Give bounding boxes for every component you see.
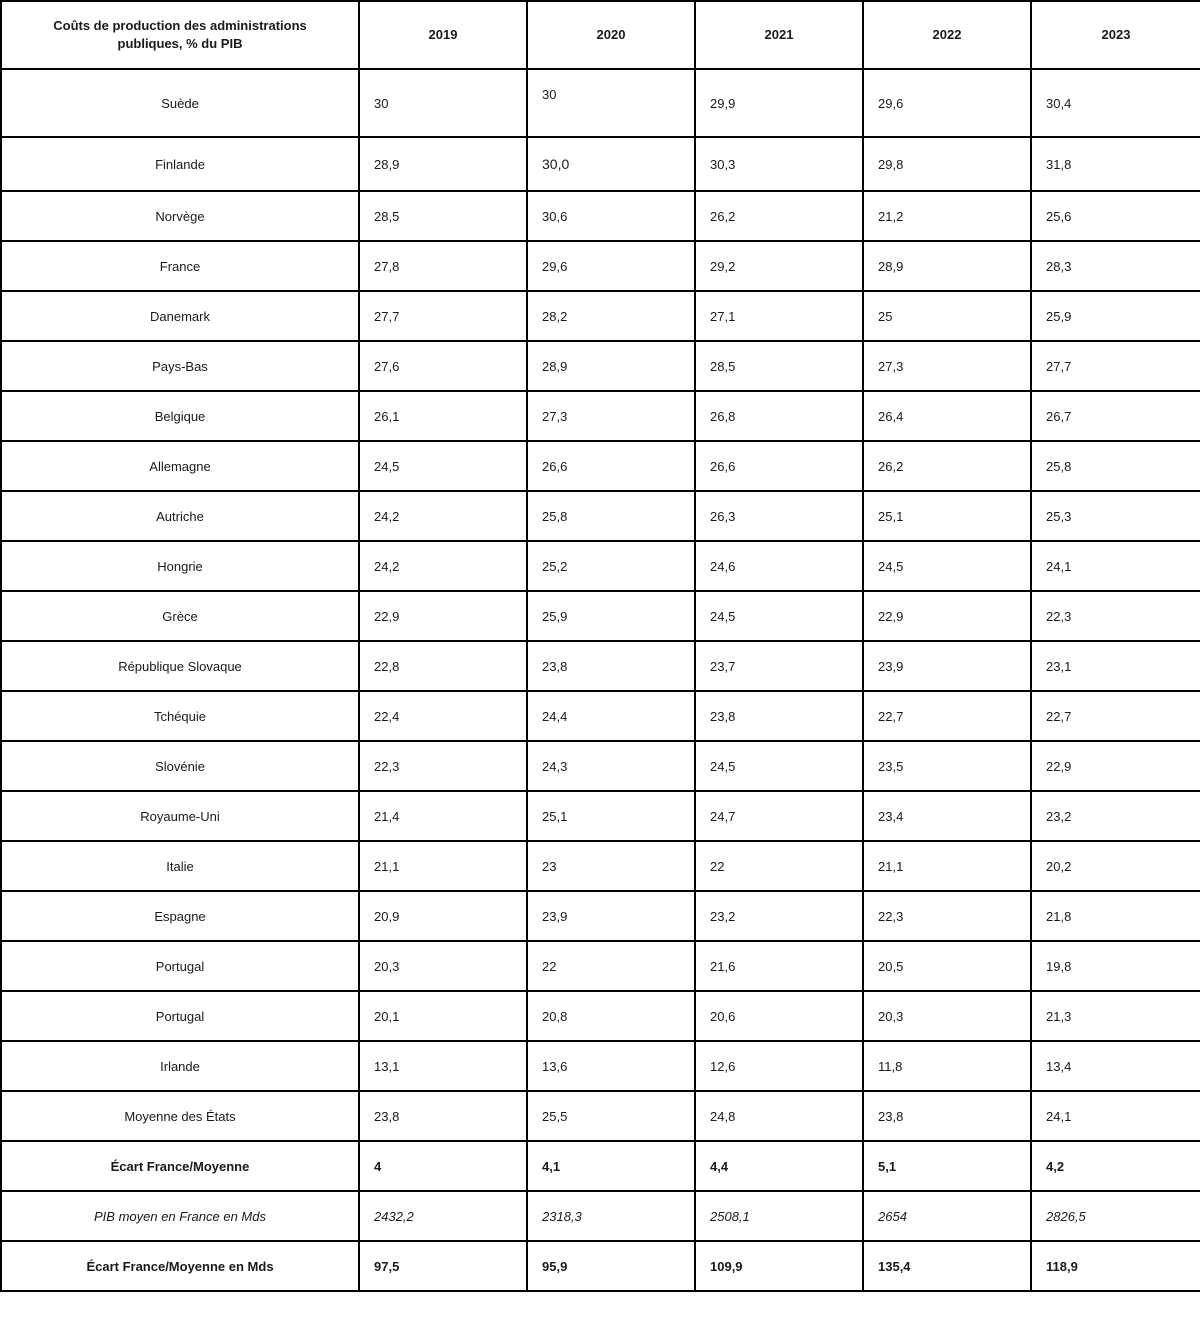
row-label: Suède — [1, 69, 359, 137]
table-cell: 27,8 — [359, 241, 527, 291]
table-row — [1, 241, 1200, 291]
table-cell: 24,4 — [527, 691, 695, 741]
table-cell: 30,4 — [1031, 69, 1200, 137]
table-cell: 22 — [695, 841, 863, 891]
table-cell: 27,3 — [863, 341, 1031, 391]
row-label: Pays-Bas — [1, 341, 359, 391]
year-header-2022: 2022 — [863, 1, 1031, 69]
table-row — [1, 291, 1200, 341]
table-cell: 29,6 — [527, 241, 695, 291]
table-cell: 22,3 — [1031, 591, 1200, 641]
row-label: Finlande — [1, 137, 359, 191]
row-label: Portugal — [1, 941, 359, 991]
table-cell: 24,5 — [695, 741, 863, 791]
table-cell: 26,2 — [695, 191, 863, 241]
table-cell: 25,8 — [1031, 441, 1200, 491]
table-row — [1, 69, 1200, 137]
table-cell: 23 — [527, 841, 695, 891]
table-cell: 2508,1 — [695, 1191, 863, 1241]
table-cell: 24,3 — [527, 741, 695, 791]
table-cell: 25,1 — [863, 491, 1031, 541]
year-header-2021: 2021 — [695, 1, 863, 69]
table-cell: 26,1 — [359, 391, 527, 441]
table-cell: 25,9 — [1031, 291, 1200, 341]
table-cell: 28,5 — [359, 191, 527, 241]
table-row — [1, 391, 1200, 441]
table-cell: 20,9 — [359, 891, 527, 941]
table-cell: 28,9 — [359, 137, 527, 191]
table-cell: 22,3 — [863, 891, 1031, 941]
table-header-row — [1, 1, 1200, 69]
table-cell: 4,2 — [1031, 1141, 1200, 1191]
table-cell: 109,9 — [695, 1241, 863, 1291]
table-row — [1, 591, 1200, 641]
table-cell: 23,8 — [695, 691, 863, 741]
table-cell: 13,4 — [1031, 1041, 1200, 1091]
table-cell: 27,3 — [527, 391, 695, 441]
table-cell: 22,8 — [359, 641, 527, 691]
table-row — [1, 491, 1200, 541]
year-header-2019: 2019 — [359, 1, 527, 69]
table-cell: 95,9 — [527, 1241, 695, 1291]
table-cell: 20,6 — [695, 991, 863, 1041]
table-row — [1, 791, 1200, 841]
table-cell: 20,1 — [359, 991, 527, 1041]
table-cell: 2826,5 — [1031, 1191, 1200, 1241]
gdp-row — [1, 1191, 1200, 1241]
table-cell: 25,1 — [527, 791, 695, 841]
table-cell: 23,9 — [527, 891, 695, 941]
table-row — [1, 441, 1200, 491]
table-cell: 22,7 — [1031, 691, 1200, 741]
table-cell: 13,1 — [359, 1041, 527, 1091]
table-cell: 28,5 — [695, 341, 863, 391]
row-label: Belgique — [1, 391, 359, 441]
table-cell: 24,5 — [695, 591, 863, 641]
table-cell: 25,8 — [527, 491, 695, 541]
table-cell: 31,8 — [1031, 137, 1200, 191]
row-label: Norvège — [1, 191, 359, 241]
table-cell: 26,6 — [695, 441, 863, 491]
table-cell: 2318,3 — [527, 1191, 695, 1241]
row-label: Allemagne — [1, 441, 359, 491]
table-row — [1, 691, 1200, 741]
gap-row — [1, 1141, 1200, 1191]
table-title-header: Coûts de production des administrations publiques, % du PIB — [1, 1, 359, 69]
table-cell: 26,7 — [1031, 391, 1200, 441]
table-cell: 20,3 — [359, 941, 527, 991]
table-row — [1, 541, 1200, 591]
table-cell: 29,9 — [695, 69, 863, 137]
table-cell: 23,7 — [695, 641, 863, 691]
table-cell: 25 — [863, 291, 1031, 341]
table-cell: 20,8 — [527, 991, 695, 1041]
table-cell: 29,6 — [863, 69, 1031, 137]
cell-value: 30,0 — [542, 156, 570, 172]
gap-billions-row — [1, 1241, 1200, 1291]
row-label: Italie — [1, 841, 359, 891]
table-cell: 21,1 — [863, 841, 1031, 891]
table-cell: 4,1 — [527, 1141, 695, 1191]
row-label: Irlande — [1, 1041, 359, 1091]
row-label: Moyenne des États — [1, 1091, 359, 1141]
table-cell: 21,4 — [359, 791, 527, 841]
table-cell: 135,4 — [863, 1241, 1031, 1291]
table-cell: 28,3 — [1031, 241, 1200, 291]
table-row — [1, 891, 1200, 941]
table-cell: 22,9 — [1031, 741, 1200, 791]
row-label: Slovénie — [1, 741, 359, 791]
table-cell: 23,9 — [863, 641, 1031, 691]
table-cell: 24,7 — [695, 791, 863, 841]
row-label: Tchéquie — [1, 691, 359, 741]
year-header-2023: 2023 — [1031, 1, 1200, 69]
table-row — [1, 137, 1200, 191]
table-cell: 24,8 — [695, 1091, 863, 1141]
table-cell: 30,6 — [527, 191, 695, 241]
table-cell: 30,3 — [695, 137, 863, 191]
table-cell: 4 — [359, 1141, 527, 1191]
row-label: Autriche — [1, 491, 359, 541]
table-cell: 21,6 — [695, 941, 863, 991]
table-cell: 20,3 — [863, 991, 1031, 1041]
table-cell: 24,5 — [359, 441, 527, 491]
table-cell: 23,8 — [359, 1091, 527, 1141]
row-label: Hongrie — [1, 541, 359, 591]
table-cell: 11,8 — [863, 1041, 1031, 1091]
table-cell: 28,2 — [527, 291, 695, 341]
table-cell: 21,2 — [863, 191, 1031, 241]
table-cell: 28,9 — [527, 341, 695, 391]
table-cell: 26,2 — [863, 441, 1031, 491]
table-cell: 27,1 — [695, 291, 863, 341]
table-cell: 23,5 — [863, 741, 1031, 791]
table-cell: 24,2 — [359, 491, 527, 541]
table-cell: 22,4 — [359, 691, 527, 741]
table-cell: 25,2 — [527, 541, 695, 591]
table-cell: 24,2 — [359, 541, 527, 591]
table-cell: 24,6 — [695, 541, 863, 591]
table-cell: 28,9 — [863, 241, 1031, 291]
table-cell — [527, 137, 695, 191]
table-cell: 24,1 — [1031, 1091, 1200, 1141]
table-cell: 20,5 — [863, 941, 1031, 991]
table-cell: 29,2 — [695, 241, 863, 291]
table-row — [1, 191, 1200, 241]
table-cell: 26,8 — [695, 391, 863, 441]
row-label: République Slovaque — [1, 641, 359, 691]
table-cell: 23,1 — [1031, 641, 1200, 691]
table-cell: 27,6 — [359, 341, 527, 391]
table-row — [1, 991, 1200, 1041]
table-row — [1, 941, 1200, 991]
table-row — [1, 741, 1200, 791]
row-label: Portugal — [1, 991, 359, 1041]
table-cell: 25,9 — [527, 591, 695, 641]
cell-value: 30 — [542, 86, 557, 102]
table-cell: 26,3 — [695, 491, 863, 541]
table-cell: 23,8 — [527, 641, 695, 691]
table-row — [1, 341, 1200, 391]
row-label: Écart France/Moyenne — [1, 1141, 359, 1191]
table-cell: 5,1 — [863, 1141, 1031, 1191]
table-cell: 20,2 — [1031, 841, 1200, 891]
table-cell: 118,9 — [1031, 1241, 1200, 1291]
row-label: Danemark — [1, 291, 359, 341]
table-cell: 13,6 — [527, 1041, 695, 1091]
table-cell: 4,4 — [695, 1141, 863, 1191]
row-label: France — [1, 241, 359, 291]
table-cell: 22,9 — [359, 591, 527, 641]
table-cell: 23,4 — [863, 791, 1031, 841]
table-cell: 26,6 — [527, 441, 695, 491]
row-label: Écart France/Moyenne en Mds — [1, 1241, 359, 1291]
table-cell: 19,8 — [1031, 941, 1200, 991]
table-cell: 24,1 — [1031, 541, 1200, 591]
table-cell: 27,7 — [359, 291, 527, 341]
table-cell: 24,5 — [863, 541, 1031, 591]
table-cell: 25,6 — [1031, 191, 1200, 241]
table-cell: 2654 — [863, 1191, 1031, 1241]
table-cell: 97,5 — [359, 1241, 527, 1291]
table-cell: 23,2 — [1031, 791, 1200, 841]
row-label: Espagne — [1, 891, 359, 941]
table-cell — [527, 69, 695, 137]
table-cell: 21,3 — [1031, 991, 1200, 1041]
table-cell: 25,5 — [527, 1091, 695, 1141]
table-cell: 29,8 — [863, 137, 1031, 191]
row-label: Grèce — [1, 591, 359, 641]
table-cell: 2432,2 — [359, 1191, 527, 1241]
year-header-2020: 2020 — [527, 1, 695, 69]
table-cell: 26,4 — [863, 391, 1031, 441]
row-label: PIB moyen en France en Mds — [1, 1191, 359, 1241]
table-cell: 23,2 — [695, 891, 863, 941]
average-row — [1, 1091, 1200, 1141]
row-label: Royaume-Uni — [1, 791, 359, 841]
table-cell: 22,7 — [863, 691, 1031, 741]
table-cell: 22,3 — [359, 741, 527, 791]
table-cell: 12,6 — [695, 1041, 863, 1091]
table-cell: 30 — [359, 69, 527, 137]
table-row — [1, 1041, 1200, 1091]
table-row — [1, 841, 1200, 891]
table-cell: 22,9 — [863, 591, 1031, 641]
table-cell: 23,8 — [863, 1091, 1031, 1141]
table-cell: 25,3 — [1031, 491, 1200, 541]
table-cell: 21,1 — [359, 841, 527, 891]
table-cell: 21,8 — [1031, 891, 1200, 941]
table-cell: 22 — [527, 941, 695, 991]
table-cell: 27,7 — [1031, 341, 1200, 391]
table-row — [1, 641, 1200, 691]
